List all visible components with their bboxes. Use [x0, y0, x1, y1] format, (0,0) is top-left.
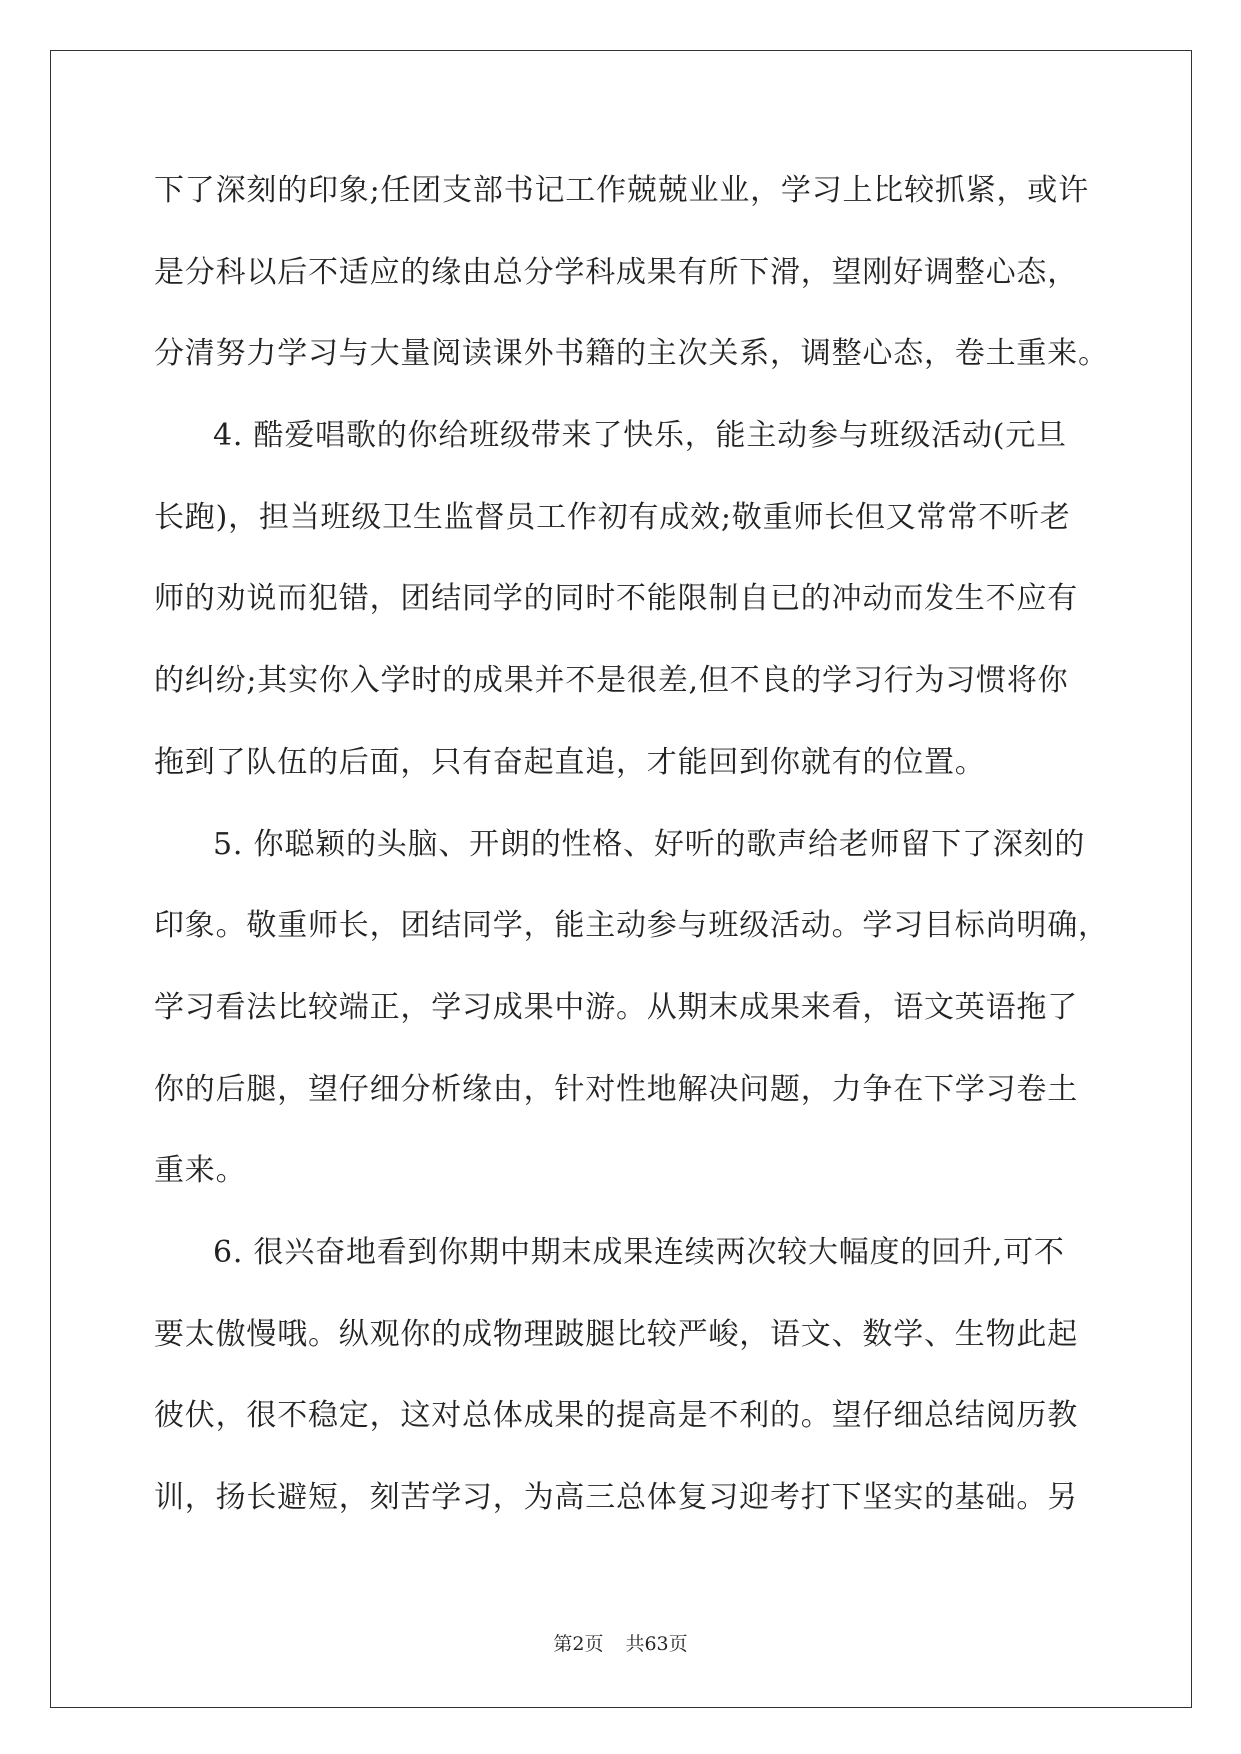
paragraph — [154, 1212, 1144, 1539]
text-line: 训，扬长避短，刻苦学习，为高三总体复习迎考打下坚实的基础。另 — [154, 1480, 1078, 1515]
text-line: 分清努力学习与大量阅读课外书籍的主次关系，调整心态，卷土重来。 — [154, 336, 1109, 372]
text-line: 彼伏，很不稳定，这对总体成果的提高是不利的。望仔细总结阅历教 — [154, 1398, 1078, 1434]
text-line: 是分科以后不适应的缘由总分学科成果有所下滑，望刚好调整心态， — [154, 254, 1078, 290]
text-line: 下了深刻的印象;任团支部书记工作兢兢业业，学习上比较抓紧，或许 — [154, 173, 1089, 208]
text-line: 4. 酷爱唱歌的你给班级带来了快乐，能主动参与班级活动(元旦 — [213, 418, 1067, 454]
text-line: 5. 你聪颖的头脑、开朗的性格、好听的歌声给老师留下了深刻的 — [213, 826, 1086, 862]
paragraph — [154, 395, 1144, 803]
text-line: 要太傲慢哦。纵观你的成物理跛腿比较严峻，语文、数学、生物此起 — [154, 1316, 1078, 1352]
document-body — [154, 150, 1144, 1539]
text-line: 师的劝说而犯错，团结同学的同时不能限制自已的冲动而发生不应有 — [154, 581, 1078, 617]
text-line: 长跑)，担当班级卫生监督员工作初有成效;敬重师长但又常常不听老 — [154, 499, 1071, 535]
page-number: 第2页 — [553, 1633, 604, 1655]
paragraph — [154, 150, 1144, 395]
text-line: 重来。 — [154, 1153, 247, 1189]
text-line: 6. 很兴奋地看到你期中期末成果连续两次较大幅度的回升,可不 — [213, 1234, 1065, 1270]
paragraph — [154, 804, 1144, 1212]
text-line: 你的后腿，望仔细分析缘由，针对性地解决问题，力争在下学习卷土 — [154, 1071, 1078, 1107]
text-line: 拖到了队伍的后面，只有奋起直追，才能回到你就有的位置。 — [154, 744, 986, 780]
page-total: 共63页 — [625, 1633, 688, 1655]
text-line: 的纠纷;其实你入学时的成果并不是很差,但不良的学习行为习惯将你 — [154, 663, 1069, 699]
text-line: 印象。敬重师长，团结同学，能主动参与班级活动。学习目标尚明确， — [154, 908, 1109, 944]
page-footer — [0, 1631, 1241, 1657]
text-line: 学习看法比较端正，学习成果中游。从期末成果来看，语文英语拖了 — [154, 989, 1078, 1025]
